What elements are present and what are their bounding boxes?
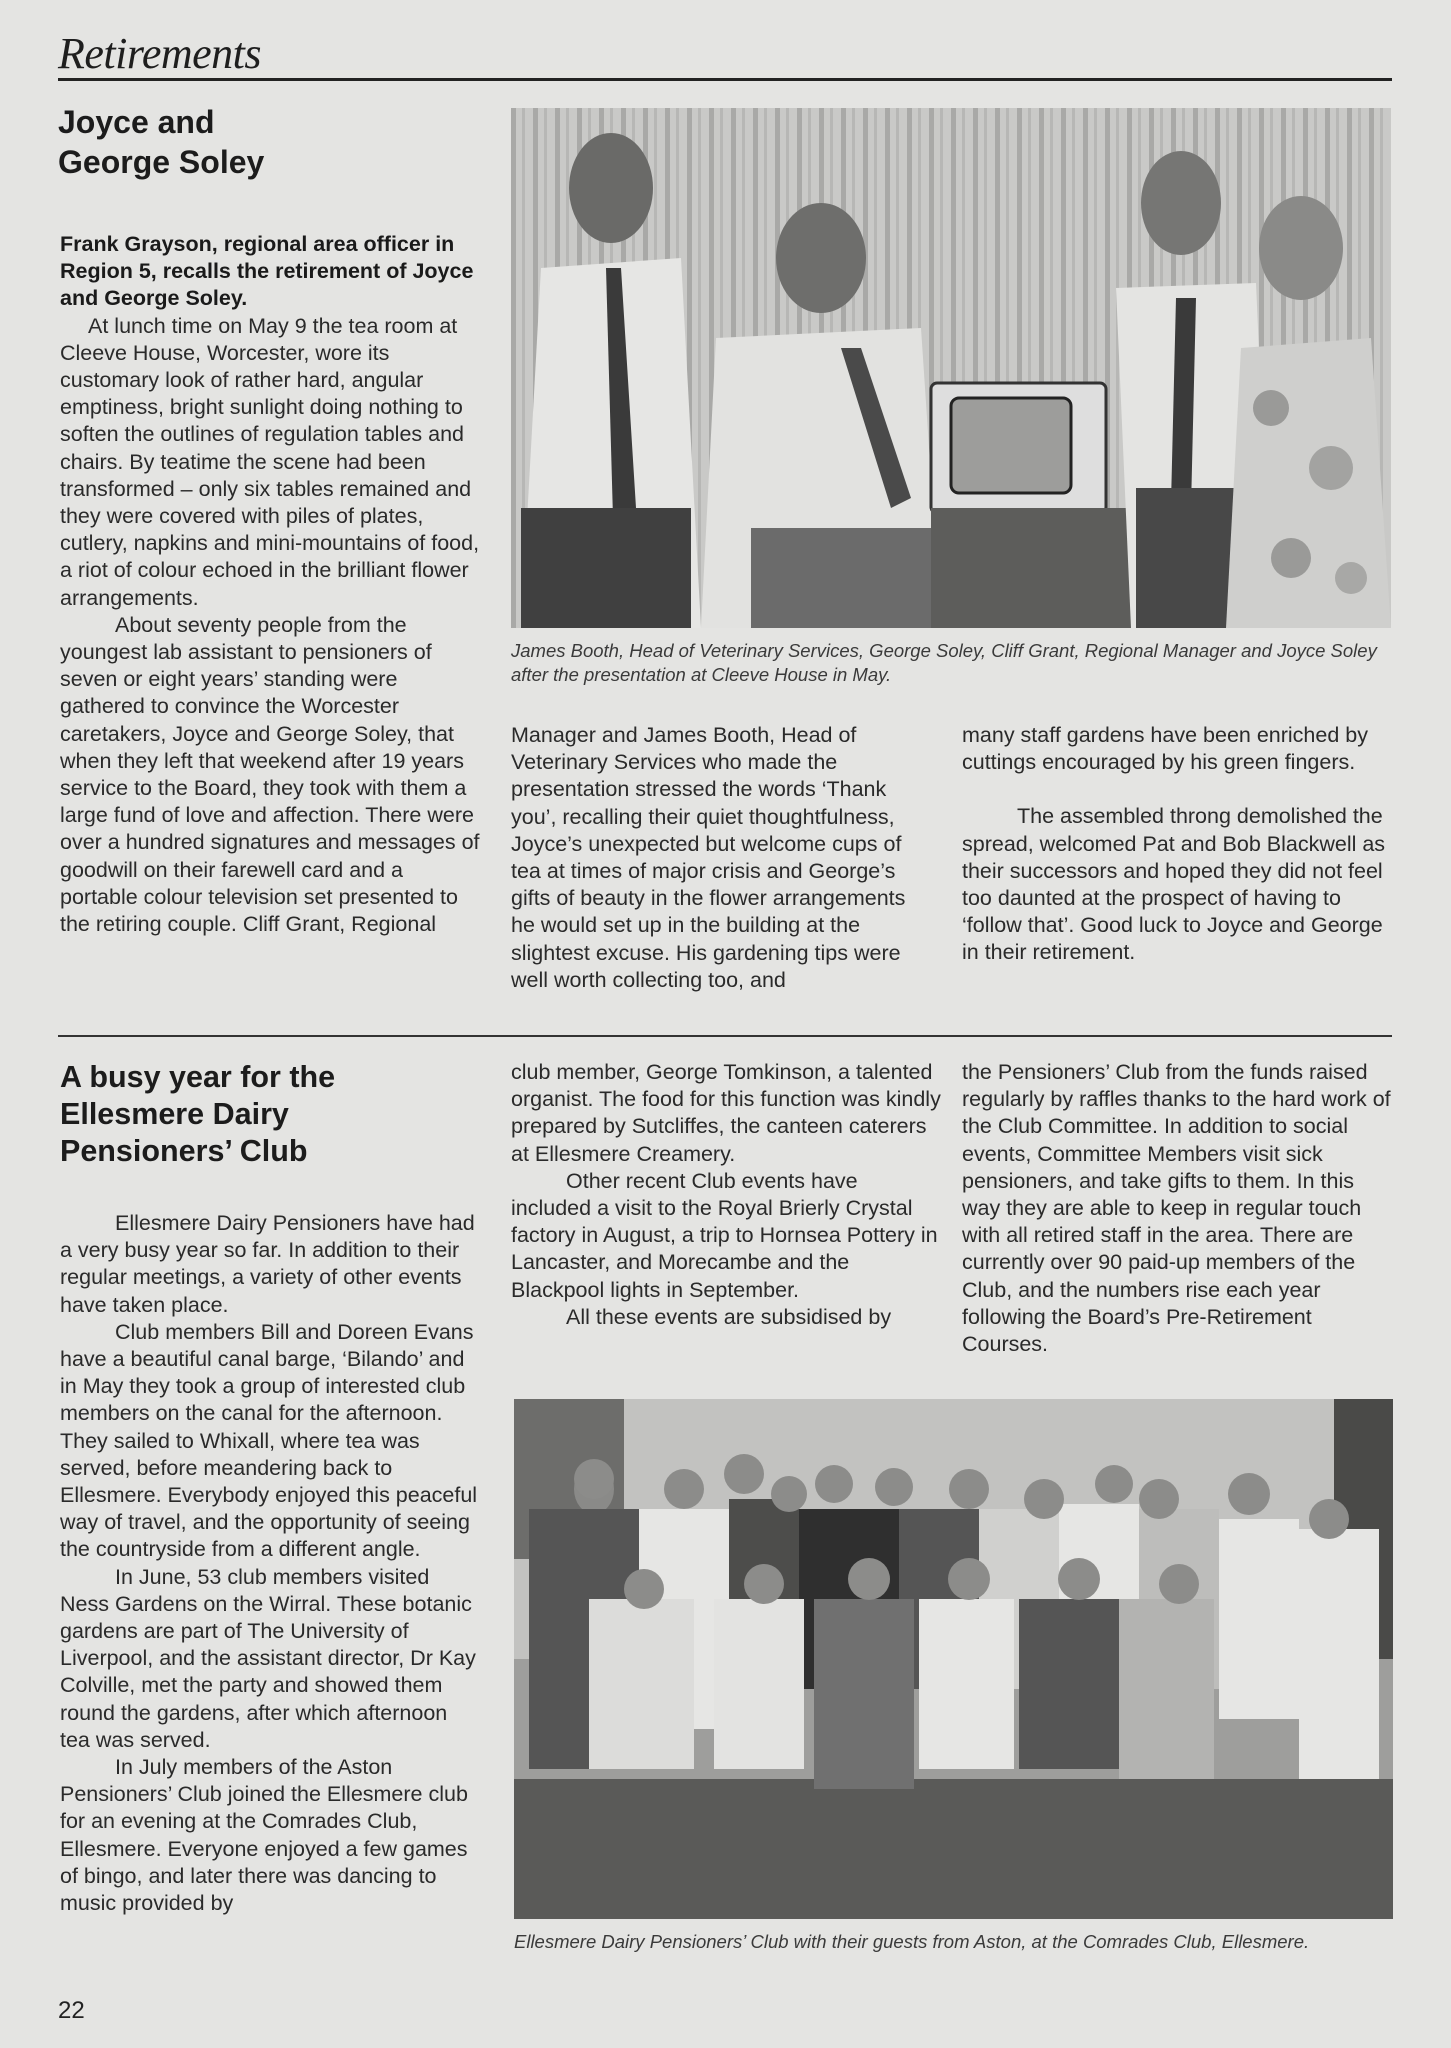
section-divider [58,1035,1392,1037]
page-number: 22 [58,1997,85,2024]
article2-column1 [60,1210,480,1917]
article1-column3 [962,722,1392,967]
article1-column2 [511,722,931,994]
article2-headline [60,1059,480,1170]
article2-column3 [962,1059,1392,1358]
article2-column2-paragraph2: Other recent Club events have included a visit to the Royal Brierly Crystal factory in August, a trip to Hornsea Pottery in Lancaster, and Morecambe and the Blackpool lights in September. [511,1168,938,1302]
article1-paragraph1: At lunch time on May 9 the tea room at Cleeve House, Worcester, wore its customary look of rather hard, angular emptiness, bright sunlight doing nothing to soften the outlines of regulation tables and chairs. By teatime the scene had been transformed – only six tables remained and they were covered with piles of plates, cutlery, napkins and mini-mountains of food, a riot of colour echoed in the brilliant flower arrangements. [60,313,480,610]
article2-column2 [511,1059,941,1331]
article1-headline [58,102,458,182]
article2-photo-caption: Ellesmere Dairy Pensioners’ Club with their guests from Aston, at the Comrades Club, Ellesmere. [514,1931,1310,1952]
article1-headline-line2: George Soley [58,144,265,180]
article2-photo [514,1399,1393,1919]
article1-photo-caption: James Booth, Head of Veterinary Services, George Soley, Cliff Grant, Regional Manager and Joyce Soley after the presentation at Cleeve House in May. [511,640,1377,685]
article1-column2-text: Manager and James Booth, Head of Veterinary Services who made the presentation stressed the words ‘Thank you’, recalling their quiet thoughtfulness, Joyce’s unexpected but welcome cups of tea at times of major crisis and George’s gifts of beauty in the flower arrangements he would set up in the building at the slightest excuse. His gardening tips were well worth collecting too, and [511,723,906,992]
article1-photo [511,108,1391,628]
article1-paragraph2: About seventy people from the youngest lab assistant to pensioners of seven or eight years’ standing were gathered to convince the Worcester caretakers, Joyce and George Soley, that when they left that weekend after 19 years service to the Board, they took with them a large fund of love and affection. There were over a hundred signatures and messages of goodwill on their farewell card and a portable colour television set presented to the retiring couple. Cliff Grant, Regional [60,612,480,937]
article2-column2-paragraph3: All these events are subsidised by [566,1304,892,1329]
article1-column1 [60,231,480,938]
article2-paragraph3: In June, 53 club members visited Ness Gardens on the Wirral. These botanic gardens are part of The University of Liverpool, and the assistant director, Dr Kay Colville, met the party and showed them round the gardens, after which afternoon tea was served. [60,1564,476,1752]
article2-paragraph2: Club members Bill and Doreen Evans have a beautiful canal barge, ‘Bilando’ and in May they took a group of interested club members on the canal for the afternoon. They sailed to Whixall, where tea was served, before meandering back to Ellesmere. Everybody enjoyed this peaceful way of travel, and the opportunity of seeing the countryside from a different angle. [60,1319,478,1562]
article2-headline-line2: Ellesmere Dairy [60,1097,289,1131]
article1-lead: Frank Grayson, regional area officer in Region 5, recalls the retirement of Joyce and George Soley. [60,232,474,311]
article1-headline-line1: Joyce and [58,104,215,140]
article1-column3-paragraph2: The assembled throng demolished the spread, welcomed Pat and Bob Blackwell as their successors and hoped they did not feel too daunted at the prospect of having to ‘follow that’. Good luck to Joyce and George in their retirement. [962,804,1386,965]
article2-headline-line3: Pensioners’ Club [60,1134,308,1168]
article2-paragraph4: In July members of the Aston Pensioners’ Club joined the Ellesmere club for an evening at the Comrades Club, Ellesmere. Everyone enjoyed a few games of bingo, and later there was dancing to music provided by [60,1755,468,1916]
section-title: Retirements [58,29,262,78]
article1-column3-paragraph1: many staff gardens have been enriched by cuttings encouraged by his green fingers. [962,723,1368,775]
article2-column2-paragraph1: club member, George Tomkinson, a talented organist. The food for this function was kindly prepared by Sutcliffes, the canteen caterers at Ellesmere Creamery. [511,1060,941,1166]
article2-paragraph1: Ellesmere Dairy Pensioners have had a very busy year so far. In addition to their regular meetings, a variety of other events have taken place. [60,1211,475,1317]
article2-headline-line1: A busy year for the [60,1060,336,1094]
article2-column3-text: the Pensioners’ Club from the funds raised regularly by raffles thanks to the hard work of the Club Committee. In addition to social events, Committee Members visit sick pensioners, and take gifts to them. In this way they are able to keep in regular touch with all retired staff in the area. There are currently over 90 paid-up members of the Club, and the numbers rise each year following the Board’s Pre-Retirement Courses. [962,1060,1391,1357]
header-rule [58,78,1392,81]
